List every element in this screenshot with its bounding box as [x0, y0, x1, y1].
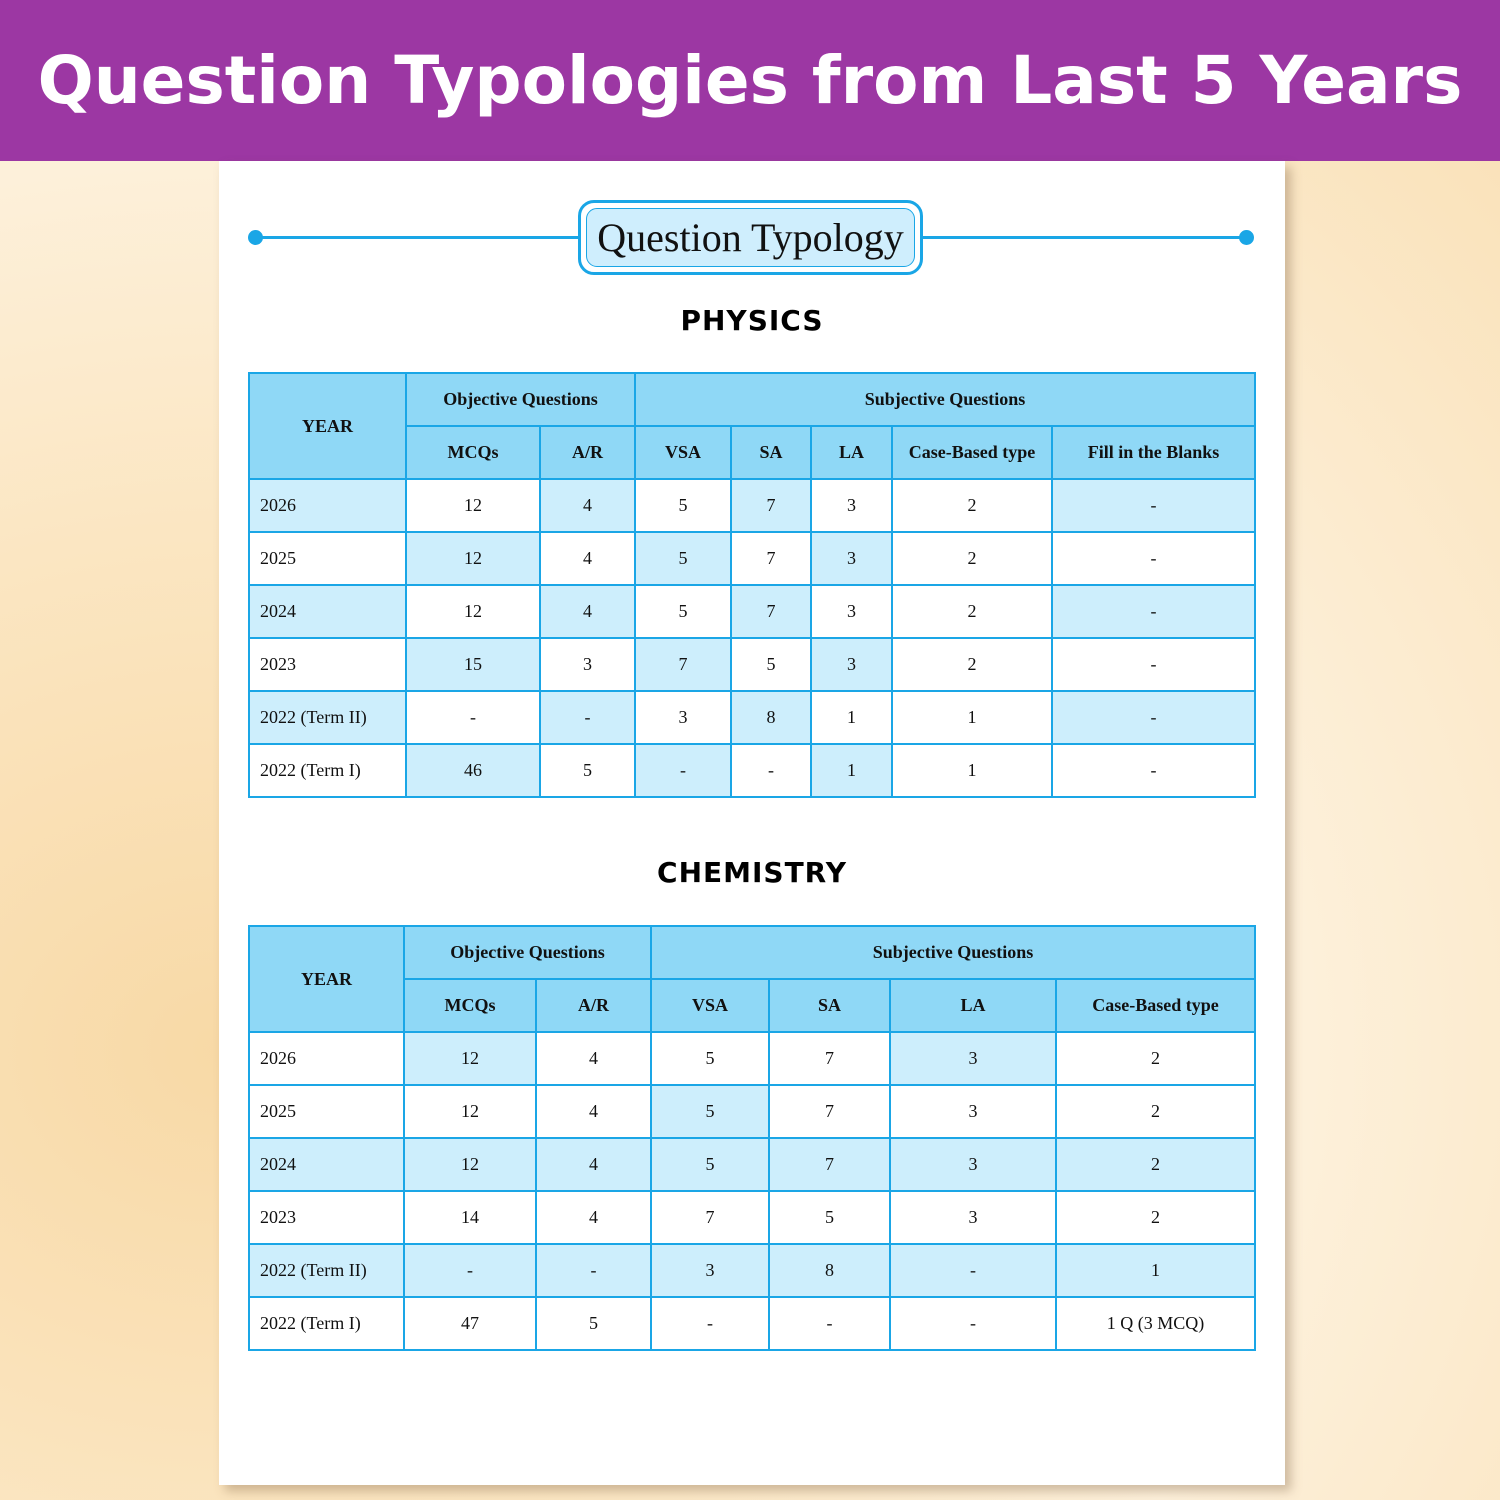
fill-cell: -: [1052, 479, 1255, 532]
la-cell: 3: [811, 479, 892, 532]
decorative-rule-right: [915, 236, 1247, 239]
sa-cell: 7: [769, 1085, 890, 1138]
year-cell: 2026: [249, 479, 406, 532]
chemistry-header-case: Case-Based type: [1056, 979, 1255, 1032]
physics-header-vsa: VSA: [635, 426, 731, 479]
case-cell: 2: [1056, 1138, 1255, 1191]
table-row: [249, 1085, 1255, 1138]
fill-cell: -: [1052, 532, 1255, 585]
sa-cell: 7: [769, 1032, 890, 1085]
year-cell: 2023: [249, 1191, 404, 1244]
case-cell: 1 Q (3 MCQ): [1056, 1297, 1255, 1350]
mcqs-cell: 12: [406, 532, 540, 585]
case-cell: 2: [892, 532, 1052, 585]
vsa-cell: 3: [635, 691, 731, 744]
sa-cell: -: [731, 744, 811, 797]
ar-cell: 5: [536, 1297, 651, 1350]
la-cell: 1: [811, 744, 892, 797]
physics-header-case: Case-Based type: [892, 426, 1052, 479]
chemistry-header-sa: SA: [769, 979, 890, 1032]
la-cell: 3: [890, 1191, 1056, 1244]
physics-header-subjective: Subjective Questions: [635, 373, 1255, 426]
case-cell: 2: [892, 479, 1052, 532]
case-cell: 2: [892, 585, 1052, 638]
mcqs-cell: 12: [404, 1032, 536, 1085]
case-cell: 2: [892, 638, 1052, 691]
ar-cell: 4: [536, 1138, 651, 1191]
la-cell: 3: [890, 1032, 1056, 1085]
physics-header-ar: A/R: [540, 426, 635, 479]
year-cell: 2023: [249, 638, 406, 691]
chemistry-header-mcqs: MCQs: [404, 979, 536, 1032]
la-cell: -: [890, 1297, 1056, 1350]
ar-cell: -: [540, 691, 635, 744]
year-cell: 2024: [249, 585, 406, 638]
ar-cell: 4: [536, 1032, 651, 1085]
sa-cell: 5: [769, 1191, 890, 1244]
physics-header-fill: Fill in the Blanks: [1052, 426, 1255, 479]
vsa-cell: 5: [651, 1085, 769, 1138]
mcqs-cell: 12: [404, 1085, 536, 1138]
vsa-cell: 3: [651, 1244, 769, 1297]
fill-cell: -: [1052, 691, 1255, 744]
year-cell: 2022 (Term II): [249, 1244, 404, 1297]
case-cell: 1: [892, 744, 1052, 797]
table-row: [249, 1032, 1255, 1085]
year-cell: 2025: [249, 532, 406, 585]
vsa-cell: 5: [651, 1138, 769, 1191]
sa-cell: 7: [731, 532, 811, 585]
typology-heading-box: [578, 200, 923, 275]
table-row: [249, 1191, 1255, 1244]
table-row: [249, 1138, 1255, 1191]
mcqs-cell: 12: [406, 479, 540, 532]
year-cell: 2022 (Term I): [249, 744, 406, 797]
vsa-cell: 5: [635, 532, 731, 585]
sa-cell: 7: [769, 1138, 890, 1191]
mcqs-cell: 15: [406, 638, 540, 691]
la-cell: 3: [811, 585, 892, 638]
sa-cell: 7: [731, 585, 811, 638]
physics-title: PHYSICS: [680, 304, 824, 337]
mcqs-cell: 12: [406, 585, 540, 638]
case-cell: 2: [1056, 1032, 1255, 1085]
chemistry-header-subjective: Subjective Questions: [651, 926, 1255, 979]
chemistry-title: CHEMISTRY: [657, 856, 847, 889]
decorative-rule-left: [255, 236, 585, 239]
physics-header-year: YEAR: [249, 373, 406, 479]
table-row: [249, 479, 1255, 532]
mcqs-cell: 12: [404, 1138, 536, 1191]
mcqs-cell: 14: [404, 1191, 536, 1244]
year-cell: 2026: [249, 1032, 404, 1085]
sa-cell: 7: [731, 479, 811, 532]
chemistry-table: [248, 925, 1256, 1351]
ar-cell: -: [536, 1244, 651, 1297]
chemistry-header-objective: Objective Questions: [404, 926, 651, 979]
table-row: [249, 532, 1255, 585]
case-cell: 1: [1056, 1244, 1255, 1297]
la-cell: 3: [890, 1085, 1056, 1138]
banner-title: Question Typologies from Last 5 Years: [37, 42, 1463, 119]
physics-header-mcqs: MCQs: [406, 426, 540, 479]
mcqs-cell: 47: [404, 1297, 536, 1350]
vsa-cell: 5: [635, 479, 731, 532]
decorative-dot-right: [1239, 230, 1254, 245]
mcqs-cell: -: [404, 1244, 536, 1297]
chemistry-header-la: LA: [890, 979, 1056, 1032]
vsa-cell: 7: [635, 638, 731, 691]
year-cell: 2022 (Term II): [249, 691, 406, 744]
physics-header-sa: SA: [731, 426, 811, 479]
chemistry-header-year: YEAR: [249, 926, 404, 1032]
ar-cell: 4: [536, 1085, 651, 1138]
year-cell: 2025: [249, 1085, 404, 1138]
sa-cell: -: [769, 1297, 890, 1350]
table-row: [249, 638, 1255, 691]
chemistry-header-vsa: VSA: [651, 979, 769, 1032]
chemistry-header-ar: A/R: [536, 979, 651, 1032]
fill-cell: -: [1052, 585, 1255, 638]
vsa-cell: 5: [635, 585, 731, 638]
la-cell: 1: [811, 691, 892, 744]
case-cell: 2: [1056, 1191, 1255, 1244]
sa-cell: 8: [731, 691, 811, 744]
physics-header-la: LA: [811, 426, 892, 479]
la-cell: 3: [890, 1138, 1056, 1191]
mcqs-cell: -: [406, 691, 540, 744]
table-row: [249, 1297, 1255, 1350]
case-cell: 1: [892, 691, 1052, 744]
physics-header-objective: Objective Questions: [406, 373, 635, 426]
ar-cell: 5: [540, 744, 635, 797]
typology-heading: Question Typology: [586, 208, 915, 267]
fill-cell: -: [1052, 744, 1255, 797]
physics-table: [248, 372, 1256, 798]
vsa-cell: 5: [651, 1032, 769, 1085]
vsa-cell: -: [635, 744, 731, 797]
ar-cell: 4: [540, 585, 635, 638]
table-row: [249, 744, 1255, 797]
vsa-cell: 7: [651, 1191, 769, 1244]
ar-cell: 3: [540, 638, 635, 691]
table-row: [249, 691, 1255, 744]
table-row: [249, 585, 1255, 638]
year-cell: 2024: [249, 1138, 404, 1191]
ar-cell: 4: [540, 532, 635, 585]
vsa-cell: -: [651, 1297, 769, 1350]
ar-cell: 4: [536, 1191, 651, 1244]
fill-cell: -: [1052, 638, 1255, 691]
year-cell: 2022 (Term I): [249, 1297, 404, 1350]
sa-cell: 8: [769, 1244, 890, 1297]
ar-cell: 4: [540, 479, 635, 532]
la-cell: 3: [811, 532, 892, 585]
mcqs-cell: 46: [406, 744, 540, 797]
decorative-dot-left: [248, 230, 263, 245]
case-cell: 2: [1056, 1085, 1255, 1138]
banner: [0, 0, 1500, 161]
la-cell: 3: [811, 638, 892, 691]
sa-cell: 5: [731, 638, 811, 691]
table-row: [249, 1244, 1255, 1297]
la-cell: -: [890, 1244, 1056, 1297]
